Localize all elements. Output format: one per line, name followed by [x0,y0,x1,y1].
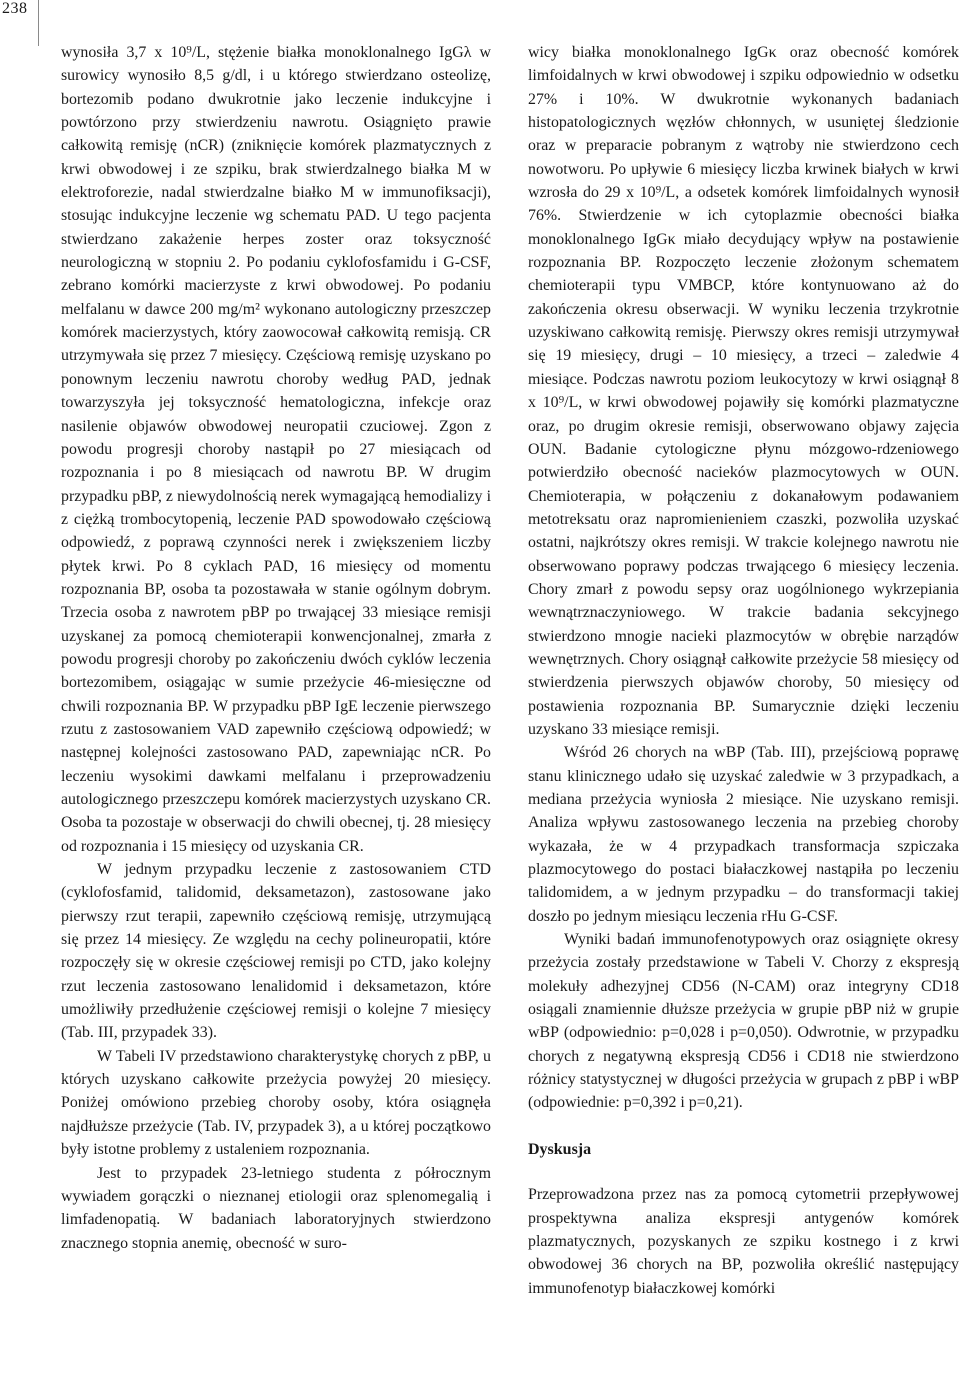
right-column [528,41,959,1300]
body-paragraph: W jednym przypadku leczenie z zastosowaniem CTD (cyklofosfamid, talidomid, deksametazon), zastosowane jako pierwszy rzut terapii, zapewniło częściową remisję, utrzymującą się przez 14 miesięcy. Ze względu na cechy polineuropatii, które rozpoczęły się w okresie częściowej remisji po CTD, jako kolejny rzut leczenia zastosowano lenalidomid i deksametazon, które umożliwiły przedłużenie częściowej remisji o kolejne 7 miesięcy (Tab. III, przypadek 33). [61,861,491,1042]
page-number: 238 [2,0,28,17]
left-column [61,41,491,1255]
body-paragraph: Wśród 26 chorych na wBP (Tab. III), przejściową poprawę stanu klinicznego udało się uzyskać zaledwie w 3 przypadkach, a mediana przeżycia wyniosła 2 miesiące. Nie uzyskano remisji. Analiza wpływu zastosowanego leczenia na przebieg choroby wykazała, że w 4 przypadkach transformacja szpiczaka plazmocytowego do postaci białaczkowej nastąpiła po leczeniu talidomidem, a w jednym przypadku – do transformacji takiej doszło po jednym miesiącu leczenia rHu G-CSF. [528,744,959,925]
body-paragraph: Jest to przypadek 23-letniego studenta z półrocznym wywiadem gorączki o nieznanej etiologii oraz splenomegalią i limfadenopatią. W badaniach laboratoryjnych stwierdzono znacznego stopnia anemię, obecność w suro- [61,1164,491,1252]
body-paragraph: wicy białka monoklonalnego IgGκ oraz obecność komórek limfoidalnych w krwi obwodowej i szpiku odpowiednio w odsetku 27% i 10%. W dwukrotnie wykonanych badaniach histopatologicznych węzłów chłonnych, w usuniętej śledzionie oraz w preparacie pobranym z wątroby nie stwierdzono cech nowotworu. Po upływie 6 miesięcy liczba krwinek białych w krwi wzrosła do 29 x 10⁹/L, a odsetek komórek limfoidalnych wynosił 76%. Stwierdzenie w ich cytoplazmie obecności białka monoklonalnego IgGκ miało decydujący wpływ na postawienie rozpoznania BP. Rozpoczęto leczenie złożonym schematem chemioterapii typu VMBCP, które kontynuowano aż do zakończenia okresu obserwacji. W wyniku leczenia trzykrotnie uzyskiwano całkowitą remisję. Pierwszy okres remisji utrzymywał się 19 miesięcy, drugi – 10 miesięcy, a trzeci – zaledwie 4 miesiące. Podczas nawrotu poziom leukocytozy w krwi osiągnął 8 x 10⁹/L, w krwi obwodowej pojawiły się komórki plazmatyczne oraz, po drugim okresie remisji, obserwowano objawy zajęcia OUN. Badanie cytologiczne płynu mózgowo-rdzeniowego potwierdziło obecność nacieków plazmocytowych w OUN. Chemioterapia, w połączeniu z dokanałowym podawaniem metotreksatu oraz napromienieniem czaszki, pozwoliła uzyskać ostatni, najkrótszy okres remisji. W trakcie kolejnego nawrotu nie obserwowano poprawy podczas trwającego 6 miesięcy leczenia. Chory zmarł z powodu sepsy oraz uogólnionego wykrzepiania wewnątrznaczyniowego. W trakcie badania sekcyjnego stwierdzono mnogie nacieki plazmocytów w obrębie narządów wewnętrznych. Chory osiągnął całkowite przeżycie 58 miesięcy od stwierdzenia pierwszych objawów choroby, 50 miesięcy od postawienia rozpoznania BP. Sumarycznie dzięki leczeniu uzyskano 33 miesiące remisji. [528,44,959,738]
section-heading: Dyskusja [528,1140,592,1158]
header-rule [38,0,39,46]
body-paragraph: Wyniki badań immunofenotypowych oraz osiągnięte okresy przeżycia zostały przedstawione w Tabeli V. Chorzy z ekspresją molekuły adhezyjnej CD56 (N-CAM) oraz integryny CD18 osiągali znamiennie dłuższe przeżycia w grupie pBP niż w grupie wBP (odpowiednio: p=0,028 i p=0,050). Odwrotnie, w przypadku chorych z negatywną ekspresją CD56 i CD18 nie stwierdzono różnicy statystycznej w długości przeżycia w grupach z pBP i wBP (odpowiednie: p=0,392 i p=0,21). [528,931,959,1112]
body-paragraph: wynosiła 3,7 x 10⁹/L, stężenie białka monoklonalnego IgGλ w surowicy wynosiło 8,5 g/dl, i u którego stwierdzano osteolizę, bortezomib podano dwukrotnie jako leczenie indukcyjne i powtórzono przy stwierdzeniu nawrotu. Osiągnięto prawie całkowitą remisję (nCR) (zniknięcie komórek plazmatycznych z krwi obwodowej i ze szpiku, brak stwierdzalnego białka M w elektroforezie, nadal stwierdzalne białko M w immunofiksacji), stosując indukcyjne leczenie wg schematu PAD. U tego pacjenta stwierdzano zakażenie herpes zoster oraz toksyczność neurologiczną w stopniu 2. Po podaniu cyklofosfamidu i G-CSF, zebrano komórki macierzyste z krwi obwodowej. Po podaniu melfalanu w dawce 200 mg/m² wykonano autologiczny przeszczep komórek macierzystych, który zaowocował całkowitą remisją. CR utrzymywała się przez 7 miesięcy. Częściową remisję uzyskano po ponownym leczeniu nawrotu choroby według PAD, jednak towarzyszyła jej toksyczność hematologiczna, infekcje oraz nasilenie objawów obwodowej neuropatii czuciowej. Zgon z powodu progresji choroby nastąpił po 27 miesiącach od rozpoznania i po 8 miesiącach od nawrotu BP. W drugim przypadku pBP, z niewydolnością nerek wymagającą hemodializy i z ciężką trombocytopenią, leczenie PAD spowodowało częściową odpowiedź, z poprawą czynności nerek i zwiększeniem liczby płytek krwi. Po 8 cyklach PAD, 16 miesięcy od momentu rozpoznania BP, osoba ta pozostawała w stanie ogólnym dobrym. Trzecia osoba z nawrotem pBP po trwającej 33 miesiące remisji uzyskanej za pomocą chemioterapii konwencjonalnej, zmarła z powodu progresji choroby po zakończeniu dwóch cyklów leczenia bortezomibem, osiągając w sumie przeżycie 46-miesięczne od chwili rozpoznania BP. W przypadku pBP IgE leczenie pierwszego rzutu z zastosowaniem VAD zapewniło częściową odpowiedź; w następnej kolejności zastosowano PAD, zapewniając nCR. Po leczeniu wysokimi dawkami melfalanu i przeprowadzeniu autologicznego przeszczepu komórek macierzystych uzyskano CR. Osoba ta pozostaje w obserwacji do chwili obecnej, tj. 28 miesięcy od rozpoznania i 15 miesięcy od uzyskania CR. [61,44,491,855]
body-paragraph: W Tabeli IV przedstawiono charakterystykę chorych z pBP, u których uzyskano całkowite przeżycia powyżej 20 miesięcy. Poniżej omówiono przebieg choroby osoby, która osiągnęła najdłuższe przeżycie (Tab. IV, przypadek 3), a u której początkowo były istotne problemy z ustaleniem rozpoznania. [61,1047,491,1159]
body-paragraph: Przeprowadzona przez nas za pomocą cytometrii przepływowej prospektywna analiza ekspresji antygenów komórek plazmatycznych, pozyskanych ze szpiku kostnego i z krwi obwodowej 36 chorych na BP, pozwoliła określić następujący immunofenotyp białaczkowej komórki [528,1186,959,1297]
